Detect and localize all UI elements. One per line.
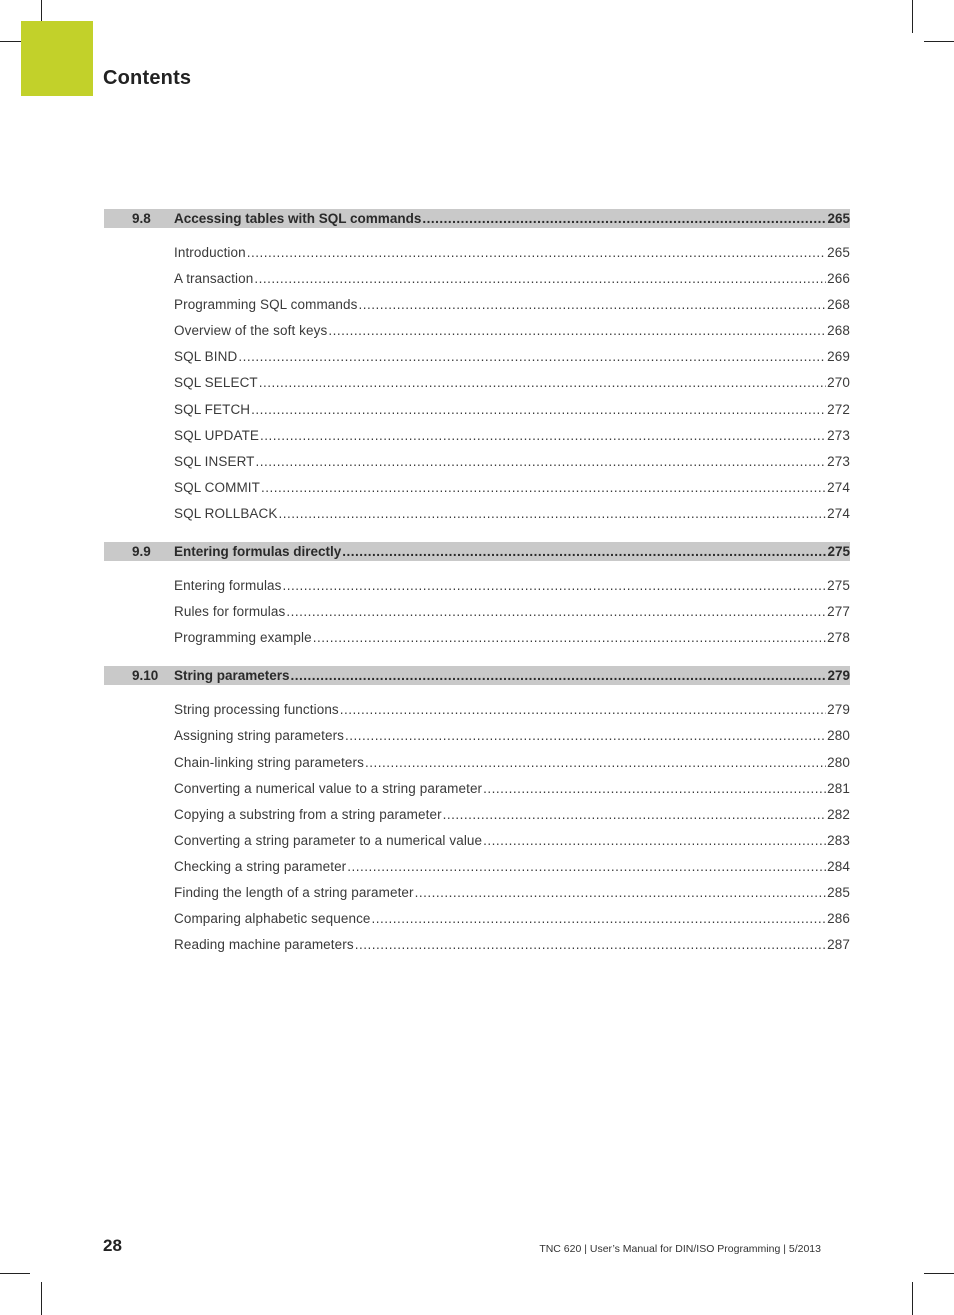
entry-title: SQL SELECT xyxy=(174,375,258,391)
leader-dots xyxy=(260,428,826,443)
crop-mark xyxy=(912,1282,913,1315)
entry-page: 287 xyxy=(827,937,850,953)
leader-dots xyxy=(340,702,826,717)
entry-title: Converting a numerical value to a string parameter xyxy=(174,780,483,796)
entry-page: 286 xyxy=(827,911,850,927)
toc-entry[interactable] xyxy=(104,323,850,349)
leader-dots xyxy=(283,578,827,593)
section-page: 265 xyxy=(827,211,850,226)
entry-title: Copying a substring from a string parameter xyxy=(174,806,442,822)
spacer xyxy=(104,532,850,542)
entry-title: Reading machine parameters xyxy=(174,937,354,953)
leader-dots xyxy=(238,349,826,364)
spacer xyxy=(104,561,850,578)
toc-entry[interactable] xyxy=(104,755,850,781)
toc-entry[interactable] xyxy=(104,728,850,754)
toc-entry[interactable] xyxy=(104,245,850,271)
entry-page: 269 xyxy=(827,349,850,365)
section-title: Entering formulas directly xyxy=(174,544,342,560)
table-of-contents xyxy=(104,209,850,973)
entry-title: Chain-linking string parameters xyxy=(174,754,364,770)
section-page: 279 xyxy=(827,668,850,684)
entry-title: Checking a string parameter xyxy=(174,858,347,874)
leader-dots xyxy=(247,245,826,260)
section-number: 9.8 xyxy=(132,211,151,226)
leader-dots xyxy=(415,885,827,900)
section-page: 275 xyxy=(827,544,850,560)
entry-title: SQL UPDATE xyxy=(174,427,260,443)
entry-title: SQL FETCH xyxy=(174,401,251,417)
crop-mark xyxy=(924,41,954,42)
entry-page: 268 xyxy=(827,297,850,313)
toc-entry[interactable] xyxy=(104,911,850,937)
toc-entry[interactable] xyxy=(104,859,850,885)
section-title: Accessing tables with SQL commands xyxy=(174,211,422,226)
leader-dots xyxy=(355,937,826,952)
entry-page: 277 xyxy=(827,604,850,620)
leader-dots xyxy=(422,211,826,226)
chapter-accent-block xyxy=(21,21,93,96)
footer-text: TNC 620 | User’s Manual for DIN/ISO Programming | 5/2013 xyxy=(539,1243,821,1255)
entry-page: 265 xyxy=(827,245,850,260)
entry-title: A transaction xyxy=(174,271,254,287)
spacer xyxy=(104,685,850,702)
entry-title: SQL COMMIT xyxy=(174,479,261,495)
entry-title: Assigning string parameters xyxy=(174,728,345,744)
entry-page: 273 xyxy=(827,427,850,443)
leader-dots xyxy=(286,604,826,619)
toc-entry[interactable] xyxy=(104,428,850,454)
spacer xyxy=(104,656,850,666)
leader-dots xyxy=(483,781,826,796)
entry-title: Entering formulas xyxy=(174,578,282,594)
leader-dots xyxy=(443,807,827,822)
leader-dots xyxy=(261,480,826,495)
entry-page: 279 xyxy=(827,702,850,718)
entry-title: Rules for formulas xyxy=(174,604,286,620)
entry-title: SQL BIND xyxy=(174,349,238,365)
leader-dots xyxy=(256,454,827,469)
spacer xyxy=(104,228,850,245)
leader-dots xyxy=(342,544,826,559)
entry-page: 278 xyxy=(827,630,850,646)
toc-entry[interactable] xyxy=(104,349,850,375)
section-number: 9.9 xyxy=(132,544,151,560)
toc-entry[interactable] xyxy=(104,506,850,532)
entry-page: 270 xyxy=(827,375,850,391)
entry-page: 274 xyxy=(827,479,850,495)
entry-title: SQL ROLLBACK xyxy=(174,505,278,521)
entry-title: Programming SQL commands xyxy=(174,297,358,313)
entry-title: Finding the length of a string parameter xyxy=(174,884,414,900)
toc-entry[interactable] xyxy=(104,702,850,728)
spacer xyxy=(104,963,850,973)
entry-page: 275 xyxy=(827,578,850,594)
toc-entry[interactable] xyxy=(104,885,850,911)
entry-title: Programming example xyxy=(174,630,312,646)
toc-entry[interactable] xyxy=(104,375,850,401)
leader-dots xyxy=(328,323,826,338)
leader-dots xyxy=(347,859,826,874)
toc-entry[interactable] xyxy=(104,807,850,833)
entry-page: 283 xyxy=(827,832,850,848)
leader-dots xyxy=(313,630,826,645)
entry-page: 280 xyxy=(827,754,850,770)
section-number: 9.10 xyxy=(132,668,159,684)
entry-page: 282 xyxy=(827,806,850,822)
leader-dots xyxy=(259,375,826,390)
leader-dots xyxy=(254,271,826,286)
entry-title: Introduction xyxy=(174,245,246,260)
leader-dots xyxy=(358,297,826,312)
entry-page: 274 xyxy=(827,505,850,521)
entry-page: 272 xyxy=(827,401,850,417)
toc-entry[interactable] xyxy=(104,578,850,604)
leader-dots xyxy=(345,728,826,743)
crop-mark xyxy=(41,1282,42,1315)
entry-title: String processing functions xyxy=(174,702,339,718)
toc-entry[interactable] xyxy=(104,297,850,323)
toc-entry[interactable] xyxy=(104,454,850,480)
leader-dots xyxy=(372,911,827,926)
entry-title: SQL INSERT xyxy=(174,453,255,469)
section-heading[interactable] xyxy=(104,666,850,685)
section-heading[interactable] xyxy=(104,209,850,228)
crop-mark xyxy=(0,1273,30,1274)
entry-title: Overview of the soft keys xyxy=(174,323,328,339)
crop-mark xyxy=(912,0,913,33)
toc-entry[interactable] xyxy=(104,833,850,859)
entry-page: 268 xyxy=(827,323,850,339)
entry-title: Converting a string parameter to a numerical value xyxy=(174,832,483,848)
section-title: String parameters xyxy=(174,668,290,684)
toc-entry[interactable] xyxy=(104,604,850,630)
leader-dots xyxy=(365,755,826,770)
entry-page: 266 xyxy=(827,271,850,287)
page-number: 28 xyxy=(103,1236,122,1255)
toc-entry[interactable] xyxy=(104,781,850,807)
entry-page: 285 xyxy=(827,884,850,900)
entry-title: Comparing alphabetic sequence xyxy=(174,911,371,927)
page-title: Contents xyxy=(103,67,192,89)
entry-page: 273 xyxy=(827,453,850,469)
leader-dots xyxy=(291,668,827,683)
toc-entry[interactable] xyxy=(104,630,850,656)
toc-entry[interactable] xyxy=(104,480,850,506)
entry-page: 284 xyxy=(827,858,850,874)
leader-dots xyxy=(483,833,826,848)
leader-dots xyxy=(279,506,827,521)
toc-entry[interactable] xyxy=(104,271,850,297)
entry-page: 281 xyxy=(827,780,850,796)
toc-entry[interactable] xyxy=(104,937,850,963)
section-heading[interactable] xyxy=(104,542,850,561)
crop-mark xyxy=(924,1273,954,1274)
entry-page: 280 xyxy=(827,728,850,744)
leader-dots xyxy=(251,402,826,417)
toc-entry[interactable] xyxy=(104,402,850,428)
